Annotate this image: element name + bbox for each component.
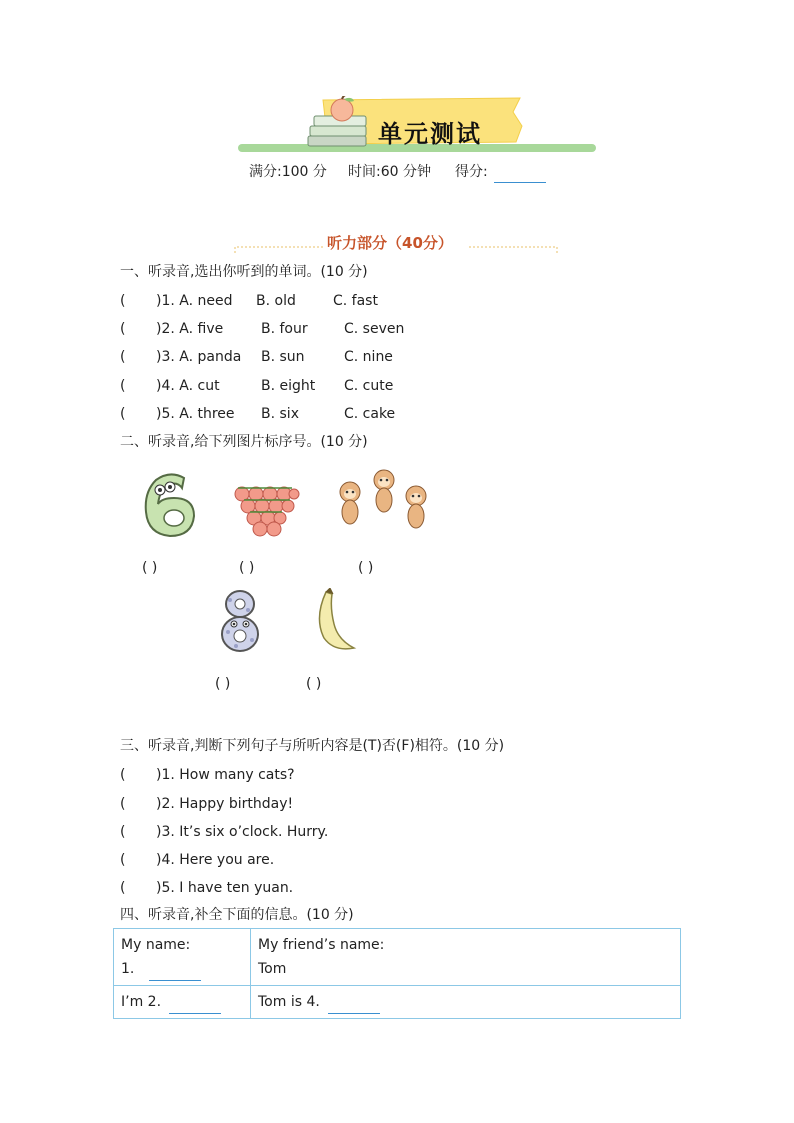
statement-text: )1. How many cats? — [156, 767, 295, 783]
item-b: B. eight — [261, 378, 316, 394]
answer-blank-2[interactable] — [169, 997, 221, 1014]
answer-paren[interactable]: ( ) — [306, 676, 322, 692]
item-b: B. six — [261, 406, 299, 422]
info-table — [113, 928, 681, 1019]
section1-heading: 一、听录音,选出你听到的单词。(10 分) — [120, 264, 368, 280]
blank-number: 1. — [121, 961, 135, 977]
page-title: 单元测试 — [378, 120, 482, 148]
score-blank[interactable] — [494, 166, 546, 183]
answer-paren[interactable]: ( ) — [239, 560, 255, 576]
statement-text: )3. It’s six o’clock. Hurry. — [156, 824, 329, 840]
im-label: I’m 2. — [121, 994, 162, 1010]
table-row — [114, 929, 681, 986]
number-six-picture — [140, 470, 200, 540]
item-a: )1. A. need — [156, 293, 233, 309]
tom-is-cell — [251, 986, 681, 1019]
section3-heading: 三、听录音,判断下列句子与所听内容是(T)否(F)相符。(10 分) — [120, 738, 505, 754]
tom-is-label: Tom is 4. — [258, 994, 320, 1010]
my-name-label: My name: — [121, 937, 191, 953]
answer-blank-1[interactable] — [149, 964, 201, 981]
time-limit: 时间:60 分钟 — [348, 164, 431, 180]
friend-name-label: My friend’s name: — [258, 937, 385, 953]
friend-name-value: Tom — [258, 961, 287, 977]
item-a: )4. A. cut — [156, 378, 220, 394]
answer-paren-open[interactable]: ( — [120, 406, 126, 422]
blank-line — [121, 957, 243, 981]
section4-heading: 四、听录音,补全下面的信息。(10 分) — [120, 907, 354, 923]
item-c: C. cake — [344, 406, 396, 422]
answer-paren[interactable]: ( ) — [142, 560, 158, 576]
item-c: C. fast — [333, 293, 378, 309]
listening-section-title: 听力部分（40分） — [327, 234, 453, 252]
answer-paren-open[interactable]: ( — [120, 349, 126, 365]
friend-name-cell — [251, 929, 681, 986]
answer-blank-4[interactable] — [328, 997, 380, 1014]
item-b: B. sun — [261, 349, 305, 365]
my-name-cell — [114, 929, 251, 986]
item-b: B. old — [256, 293, 296, 309]
full-marks: 满分:100 分 — [249, 164, 327, 180]
item-a: )5. A. three — [156, 406, 235, 422]
answer-paren-open[interactable]: ( — [120, 852, 126, 868]
answer-paren-open[interactable]: ( — [120, 880, 126, 896]
apples-picture — [232, 480, 300, 538]
item-a: )3. A. panda — [156, 349, 242, 365]
number-eight-picture — [218, 588, 262, 654]
answer-paren-open[interactable]: ( — [120, 293, 126, 309]
item-c: C. nine — [344, 349, 393, 365]
item-b: B. four — [261, 321, 308, 337]
answer-paren-open[interactable]: ( — [120, 796, 126, 812]
item-a: )2. A. five — [156, 321, 224, 337]
im-cell — [114, 986, 251, 1019]
item-c: C. cute — [344, 378, 394, 394]
answer-paren-open[interactable]: ( — [120, 824, 126, 840]
monkeys-picture — [332, 466, 436, 536]
section2-heading: 二、听录音,给下列图片标序号。(10 分) — [120, 434, 368, 450]
answer-paren[interactable]: ( ) — [215, 676, 231, 692]
statement-text: )2. Happy birthday! — [156, 796, 294, 812]
score-label: 得分: — [455, 164, 488, 180]
table-row — [114, 986, 681, 1019]
answer-paren-open[interactable]: ( — [120, 321, 126, 337]
banana-picture — [308, 588, 358, 654]
answer-paren-open[interactable]: ( — [120, 378, 126, 394]
statement-text: )5. I have ten yuan. — [156, 880, 294, 896]
statement-text: )4. Here you are. — [156, 852, 275, 868]
answer-paren[interactable]: ( ) — [358, 560, 374, 576]
answer-paren-open[interactable]: ( — [120, 767, 126, 783]
item-c: C. seven — [344, 321, 405, 337]
